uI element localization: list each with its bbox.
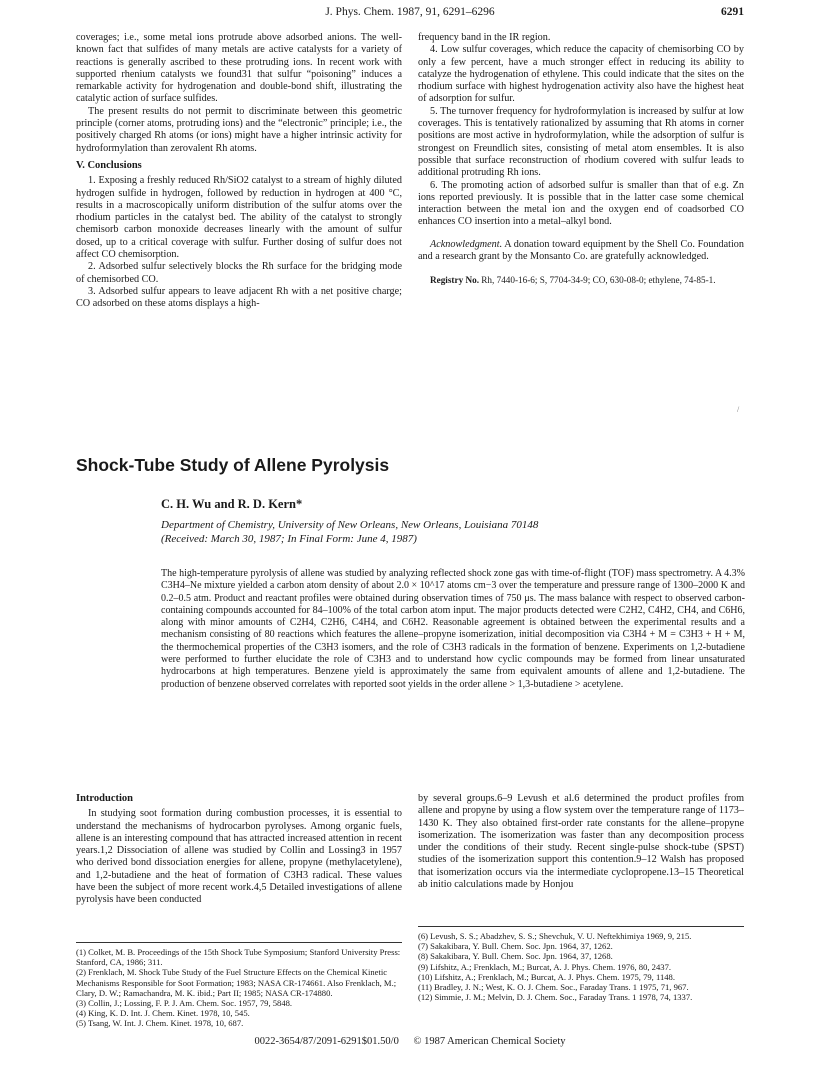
footnote-rule bbox=[418, 926, 744, 927]
registry-numbers bbox=[418, 275, 744, 286]
footnote: (12) Simmie, J. M.; Melvin, D. J. Chem. Soc., Faraday Trans. 1 1978, 74, 1337. bbox=[418, 992, 693, 1003]
footnote: (3) Collin, J.; Lossing, F. P. J. Am. Chem. Soc. 1957, 79, 5848. bbox=[76, 998, 293, 1009]
paragraph: The present results do not permit to discriminate between this geometric principle (corner atoms, protruding ions) and the “electronic” principle; i.e., the positively charged Rh atoms (or ions) might have a higher intrinsic activity for hydroformylation than zerovalent Rh atoms. bbox=[76, 105, 402, 154]
introduction-right-column bbox=[418, 793, 744, 891]
registry-label: Registry No. bbox=[430, 275, 479, 286]
publication-code: 0022-3654/87/2091-6291$01.50/0 bbox=[254, 1036, 399, 1047]
footnote: (9) Lifshitz, A.; Frenklach, M.; Burcat, A. J. Phys. Chem. 1976, 80, 2437. bbox=[418, 961, 672, 972]
paragraph: by several groups.6–9 Levush et al.6 determined the product profiles from allene and propyne by using a flow system over the temperature range of 1173–1430 K. They also obtained first-order rate constants for the allene–propyne isomerization. The isomerization was faster than any decomposition process under the conditions of their study. Recent single-pulse shock-tube (SPST) studies of the isomerization support this contention.9–12 Walsh has proposed that isomerization occurs via the intermediate cyclopropene.13–15 Theoretical ab initio calculations made by Honjou bbox=[418, 793, 744, 891]
paragraph: frequency band in the IR region. bbox=[418, 32, 551, 43]
acknowledgment-label: Acknowledgment. bbox=[430, 238, 503, 250]
article-title: Shock-Tube Study of Allene Pyrolysis bbox=[76, 455, 390, 475]
conclusion-item: 5. The turnover frequency for hydroformylation is increased by sulfur at low coverages. This is tentatively rationalized by assuming that Rh atoms in corner positions are most active in hydroformylation, while the adsorption of sulfur is strongest on Freundlich sites, consisting of metal atom ensembles. It is also possible that surface reconstruction of rhodium covered with sulfur leads to additional protruding Rh ions. bbox=[418, 105, 744, 179]
page-footer bbox=[76, 1036, 744, 1047]
journal-citation: J. Phys. Chem. 1987, 91, 6291–6296 bbox=[325, 6, 495, 18]
acknowledgment bbox=[418, 239, 744, 264]
footnote: (10) Lifshitz, A.; Frenklach, M.; Burcat, A. J. Phys. Chem. 1975, 79, 1148. bbox=[418, 971, 675, 982]
section-heading-conclusions: V. Conclusions bbox=[76, 159, 142, 171]
footnote: (11) Bradley, J. N.; West, K. O. J. Chem. Soc., Faraday Trans. 1 1975, 71, 967. bbox=[418, 982, 689, 993]
article-affiliation bbox=[161, 518, 741, 546]
footnotes-right bbox=[418, 931, 744, 1002]
conclusion-item: 2. Adsorbed sulfur selectively blocks the Rh surface for the bridging mode of chemisorbed CO. bbox=[76, 261, 402, 285]
affiliation-line: Department of Chemistry, University of New Orleans, New Orleans, Louisiana 70148 bbox=[161, 519, 539, 531]
acknowledgment-text: A donation toward equipment by the Shell Co. Foundation and a research grant by the Monsanto Co. are gratefully acknowledged. bbox=[418, 238, 744, 263]
prev-article-left-column bbox=[76, 32, 402, 311]
copyright-notice: © 1987 American Chemical Society bbox=[413, 1036, 566, 1047]
footnote: (2) Frenklach, M. Shock Tube Study of the Fuel Structure Effects on the Chemical Kinetic Mechanisms Responsible for Soot Formation; 1983; NASA CR-174661. Also Frenklach, M.; Clary, D. W.; Ramachandra, M. K. ibid.; Part II; 1985; NASA CR-174880. bbox=[76, 967, 397, 998]
stray-mark: / bbox=[737, 405, 740, 414]
paragraph: coverages; i.e., some metal ions protrude above adsorbed anions. The well-known fact that sulfides of many metals are active catalysts for a variety of reactions is generally ascribed to these protruding ions. In recent work with supported rhenium catalysts we found31 that sulfur “poisoning” induces a remarkable activity for hydrogenation and double-bond shift, illustrating the catalytic action of surface sulfides. bbox=[76, 32, 402, 105]
footnote: (7) Sakakibara, Y. Bull. Chem. Soc. Jpn. 1964, 37, 1262. bbox=[418, 941, 613, 952]
section-heading-introduction: Introduction bbox=[76, 793, 133, 804]
footnote: (6) Levush, S. S.; Abadzhev, S. S.; Shevchuk, V. U. Neftekhimiya 1969, 9, 215. bbox=[418, 931, 692, 941]
conclusion-item: 6. The promoting action of adsorbed sulfur is smaller than that of e.g. Zn ions reported previously. It is possible that in the latter case some chemical interaction between the metal ion and the oxygen end of coadsorbed CO enhances CO insertion into a metal–alkyl bond. bbox=[418, 179, 744, 228]
paragraph: In studying soot formation during combustion processes, it is essential to understand the mechanisms of hydrocarbon pyrolyses. Among organic fuels, allene is an interesting compound that has attracted increased attention in recent years.1,2 Dissociation of allene was studied by Collin and Lossing3 in 1957 who derived bond dissociation energies for allene, propyne (methylacetylene), and 1,2-butadiene and the heat of formation of C3H3 radical. These values have been the subject of more recent work.4,5 Detailed investigations of allene pyrolysis have been conducted bbox=[76, 808, 402, 906]
article-abstract: The high-temperature pyrolysis of allene was studied by analyzing reflected shock zone gas with time-of-flight (TOF) mass spectrometry. A 4.3% C3H4–Ne mixture yielded a carbon atom density of about 2.0 × 10^17 atoms cm−3 over the temperature and pressure range of 1300–2000 K and 0.2–0.5 atm. Product and reactant profiles were obtained during observation times of 750 μs. The mass balance with respect to observed carbon-containing compounds accounted for 84–100% of the total carbon atom input. The major products detected were C2H2, C4H2, CH4, and C6H6, along with minor amounts of C2H4, C2H6, C4H4, and C6H2. Reasonable agreement is obtained between the experimental results and a mechanism consisting of 80 reactions which features the allene–propyne isomerization, initial decomposition via C3H4 + M = C3H3 + H + M, the thermochemical properties of the C3H3 isomers, and the role of C3H3 radicals in the formation of benzene. Experiments on 1,2-butadiene were performed to further elucidate the role of C3H3 and to understand how cyclic compounds may be formed from linear unsaturated hydrocarbons at high temperatures. Benzene yield is approximately the same from equivalent amounts of allene and 1,2-butadiene. The production of benzene observed correlates with reported soot yields in the order allene > 1,3-butadiene > acetylene. bbox=[161, 568, 745, 690]
introduction-left-column bbox=[76, 793, 402, 907]
article-authors: C. H. Wu and R. D. Kern* bbox=[161, 497, 303, 511]
conclusion-item: 1. Exposing a freshly reduced Rh/SiO2 catalyst to a stream of highly diluted hydrogen sulfide in hydrogen, followed by reduction in hydrogen at 400 °C, results in a macroscopically uniform distribution of the sulfur atoms over the rhodium particles in the catalyst bed. The ability of the catalyst to strongly chemisorb carbon monoxide decreases linearly with the amount of sulfur dosed, up to a critical coverage with sulfur. Further dosing of sulfur does not affect CO chemisorption. bbox=[76, 175, 402, 261]
footnote: (5) Tsang, W. Int. J. Chem. Kinet. 1978, 10, 687. bbox=[76, 1018, 244, 1029]
received-dates: (Received: March 30, 1987; In Final Form: June 4, 1987) bbox=[161, 533, 417, 545]
footnote: (4) King, K. D. Int. J. Chem. Kinet. 1978, 10, 545. bbox=[76, 1008, 250, 1019]
conclusion-item: 4. Low sulfur coverages, which reduce the capacity of chemisorbing CO by only a few percent, have a much stronger effect in reducing its ability to catalyze the hydrogenation of ethylene. This could indicate that the sites on the rhodium surface with highest hydrogenation activity also have the highest heat of adsorption for sulfur. bbox=[418, 44, 744, 105]
page-number: 6291 bbox=[721, 6, 744, 18]
prev-article-right-column bbox=[418, 32, 744, 286]
footnote-rule bbox=[76, 942, 402, 943]
footnote: (1) Colket, M. B. Proceedings of the 15th Shock Tube Symposium; Stanford University Press: Stanford, CA, 1986; 311. bbox=[76, 947, 401, 968]
footnote: (8) Sakakibara, Y. Bull. Chem. Soc. Jpn. 1964, 37, 1268. bbox=[418, 951, 613, 962]
conclusion-item: 3. Adsorbed sulfur appears to leave adjacent Rh with a net positive charge; CO adsorbed on these atoms displays a high- bbox=[76, 285, 402, 310]
footnotes-left bbox=[76, 947, 402, 1029]
registry-text: Rh, 7440-16-6; S, 7704-34-9; CO, 630-08-0; ethylene, 74-85-1. bbox=[481, 275, 716, 286]
running-head bbox=[76, 6, 744, 24]
